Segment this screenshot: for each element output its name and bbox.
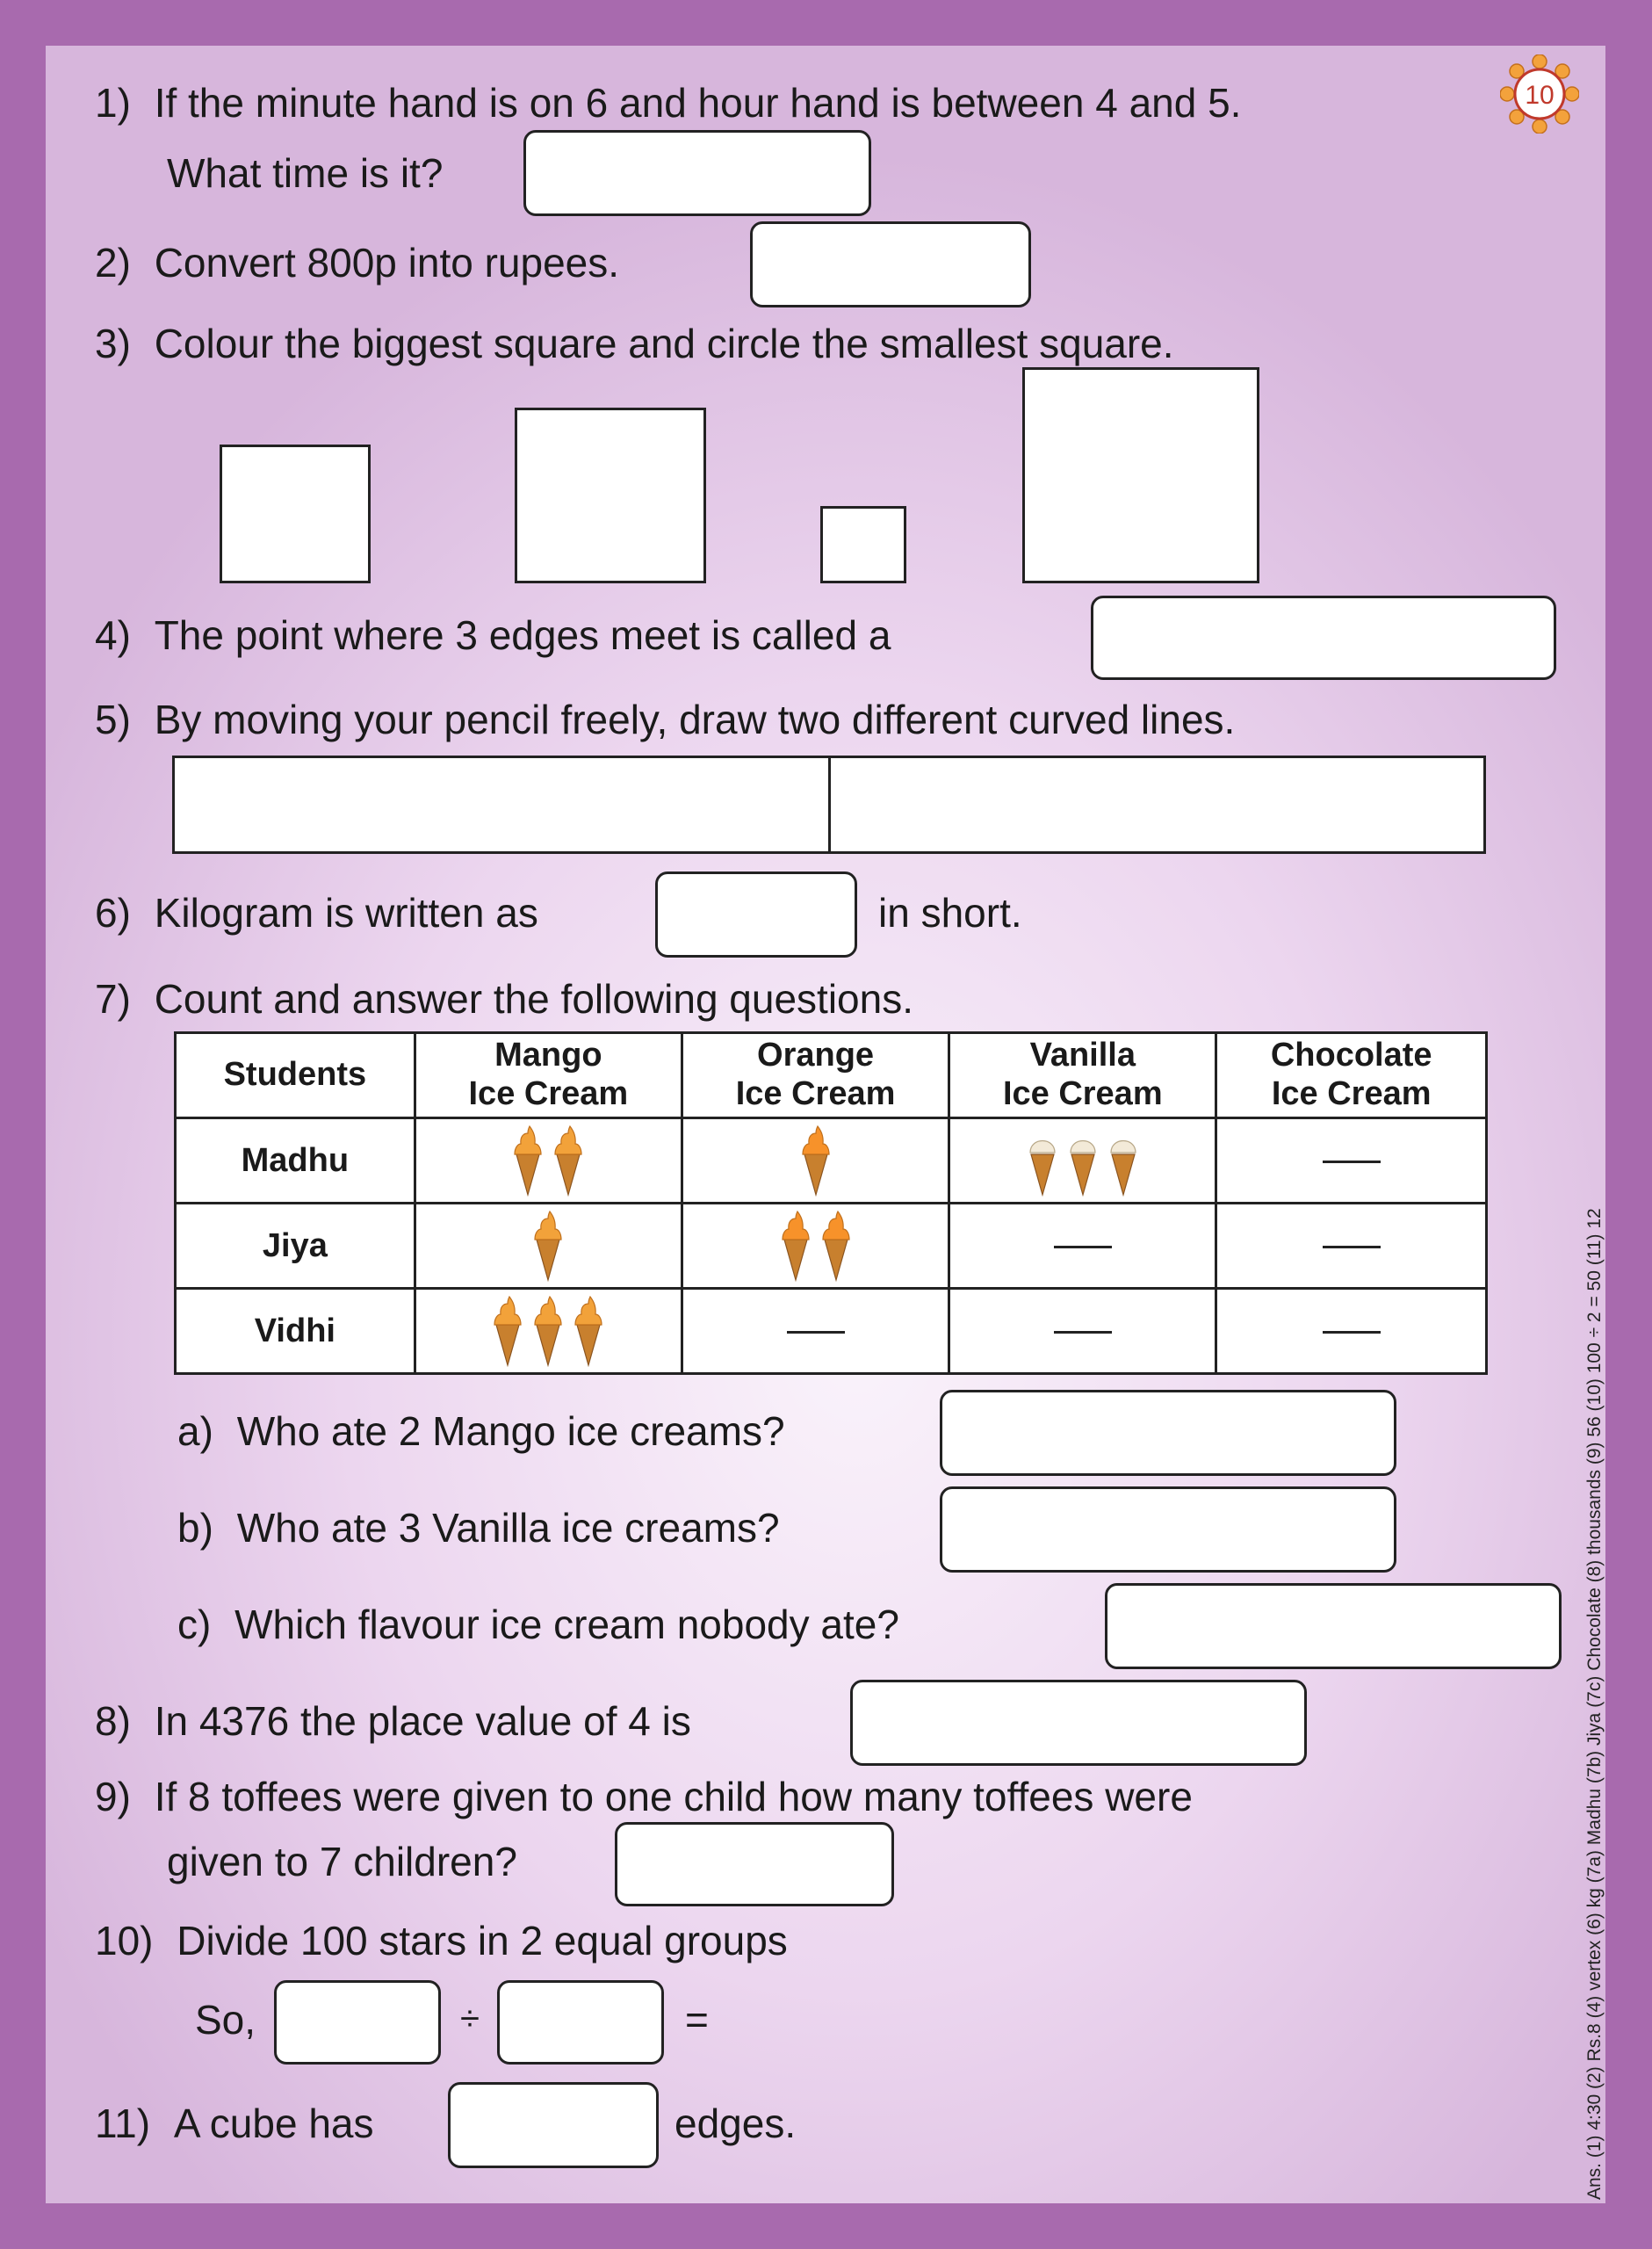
question-text: Colour the biggest square and circle the smallest square. bbox=[154, 321, 1174, 366]
mango-ice-cream-icon bbox=[553, 1124, 583, 1197]
question-6 bbox=[95, 890, 538, 936]
question-number: 11) bbox=[95, 2101, 151, 2146]
question-10 bbox=[95, 1920, 788, 1961]
ice-cream-count-cell bbox=[1216, 1204, 1487, 1289]
answer-box-time[interactable] bbox=[523, 130, 871, 216]
question-3 bbox=[95, 323, 1174, 364]
question-text: Count and answer the following questions. bbox=[154, 976, 914, 1022]
drawing-box-1[interactable] bbox=[175, 758, 828, 851]
worksheet-page bbox=[46, 46, 1605, 2203]
answer-box-kilogram[interactable] bbox=[655, 871, 857, 958]
equals-sign: = bbox=[685, 1997, 709, 2043]
table-row bbox=[176, 1289, 1487, 1374]
sub-question-label: c) bbox=[177, 1602, 212, 1647]
question-text: A cube has bbox=[173, 2101, 374, 2146]
question-number: 3) bbox=[95, 321, 131, 366]
orange-ice-cream-icon bbox=[801, 1124, 831, 1197]
sub-question-label: b) bbox=[177, 1505, 213, 1551]
sub-question-text: Who ate 3 Vanilla ice creams? bbox=[236, 1505, 780, 1551]
none-dash bbox=[1323, 1331, 1381, 1334]
question-number: 1) bbox=[95, 80, 131, 126]
vanilla-ice-cream-icon bbox=[1068, 1124, 1098, 1197]
ice-cream-count-cell bbox=[949, 1289, 1216, 1374]
answer-box-divisor[interactable] bbox=[497, 1980, 664, 2065]
question-number: 5) bbox=[95, 697, 131, 742]
question-11-after: edges. bbox=[675, 2101, 797, 2146]
question-7 bbox=[95, 976, 914, 1022]
ice-cream-count-cell bbox=[949, 1204, 1216, 1289]
table-row bbox=[176, 1204, 1487, 1289]
question-4 bbox=[95, 612, 891, 658]
question-number: 9) bbox=[95, 1774, 131, 1819]
answer-key: Ans. (1) 4:30 (2) Rs.8 (4) vertex (6) kg (7a) Madhu (7b) Jiya (7c) Chocolate (8) thousands (9) 56 (10) 100 ÷ 2 = 50 (11) 12 bbox=[1584, 1208, 1605, 2200]
table-header-0: Students bbox=[176, 1033, 415, 1118]
none-dash bbox=[1323, 1161, 1381, 1163]
question-7c bbox=[177, 1604, 899, 1645]
none-dash bbox=[1054, 1246, 1112, 1248]
ice-cream-count-cell bbox=[1216, 1289, 1487, 1374]
none-dash bbox=[787, 1331, 845, 1334]
answer-box-edges[interactable] bbox=[448, 2082, 659, 2168]
badge-number: 10 bbox=[1525, 81, 1555, 110]
answer-box-7c[interactable] bbox=[1105, 1583, 1562, 1669]
ice-cream-count-cell bbox=[415, 1204, 682, 1289]
square-smallest[interactable] bbox=[820, 506, 906, 583]
question-number: 10) bbox=[95, 1918, 154, 1963]
ice-cream-count-cell bbox=[682, 1289, 949, 1374]
table-header-2: Orange Ice Cream bbox=[682, 1033, 949, 1118]
answer-box-toffees[interactable] bbox=[615, 1822, 894, 1906]
answer-box-7a[interactable] bbox=[940, 1390, 1396, 1476]
mango-ice-cream-icon bbox=[493, 1295, 523, 1367]
ice-cream-count-cell bbox=[415, 1289, 682, 1374]
question-9 bbox=[95, 1776, 1193, 1817]
question-9-line-2: given to 7 children? bbox=[167, 1839, 517, 1884]
answer-box-rupees[interactable] bbox=[750, 221, 1031, 307]
ice-cream-count-cell bbox=[682, 1204, 949, 1289]
mango-ice-cream-icon bbox=[533, 1210, 563, 1282]
question-2 bbox=[95, 240, 620, 286]
question-number: 7) bbox=[95, 976, 131, 1022]
student-name: Jiya bbox=[176, 1204, 415, 1289]
question-number: 6) bbox=[95, 890, 131, 936]
question-11 bbox=[95, 2103, 373, 2144]
question-text: The point where 3 edges meet is called a bbox=[154, 612, 891, 658]
question-number: 8) bbox=[95, 1698, 131, 1744]
question-text: In 4376 the place value of 4 is bbox=[154, 1698, 691, 1744]
ice-cream-count-cell bbox=[415, 1118, 682, 1204]
question-number: 2) bbox=[95, 240, 131, 286]
curved-lines-drawing-area bbox=[172, 756, 1486, 854]
question-1 bbox=[95, 80, 1242, 126]
question-text: Convert 800p into rupees. bbox=[154, 240, 620, 286]
question-6-after: in short. bbox=[878, 890, 1022, 936]
question-7b bbox=[177, 1505, 780, 1551]
vanilla-ice-cream-icon bbox=[1028, 1124, 1057, 1197]
question-8 bbox=[95, 1698, 691, 1744]
divide-sign: ÷ bbox=[460, 2000, 480, 2038]
square-medium-small[interactable] bbox=[220, 445, 371, 583]
sub-question-text: Who ate 2 Mango ice creams? bbox=[236, 1408, 785, 1454]
ice-cream-count-cell bbox=[1216, 1118, 1487, 1204]
mango-ice-cream-icon bbox=[513, 1124, 543, 1197]
ice-cream-count-cell bbox=[949, 1118, 1216, 1204]
question-text: By moving your pencil freely, draw two different curved lines. bbox=[154, 697, 1236, 742]
question-7a bbox=[177, 1408, 785, 1454]
mango-ice-cream-icon bbox=[533, 1295, 563, 1367]
table-header-4: Chocolate Ice Cream bbox=[1216, 1033, 1487, 1118]
student-name: Vidhi bbox=[176, 1289, 415, 1374]
question-1-line-2: What time is it? bbox=[167, 150, 444, 196]
none-dash bbox=[1323, 1246, 1381, 1248]
question-text: If 8 toffees were given to one child how many toffees were bbox=[154, 1774, 1193, 1819]
mango-ice-cream-icon bbox=[574, 1295, 603, 1367]
ice-cream-count-cell bbox=[682, 1118, 949, 1204]
page-number-badge bbox=[1500, 54, 1579, 134]
so-label: So, bbox=[195, 1997, 256, 2043]
table-header-row bbox=[176, 1033, 1487, 1118]
none-dash bbox=[1054, 1331, 1112, 1334]
question-5 bbox=[95, 699, 1235, 740]
sub-question-label: a) bbox=[177, 1408, 213, 1454]
answer-box-vertex[interactable] bbox=[1091, 596, 1556, 680]
question-number: 4) bbox=[95, 612, 131, 658]
orange-ice-cream-icon bbox=[781, 1210, 811, 1282]
answer-box-7b[interactable] bbox=[940, 1486, 1396, 1573]
answer-box-place-value[interactable] bbox=[850, 1680, 1307, 1766]
ice-cream-table bbox=[174, 1031, 1488, 1375]
orange-ice-cream-icon bbox=[821, 1210, 851, 1282]
answer-box-dividend[interactable] bbox=[274, 1980, 441, 2065]
question-text: If the minute hand is on 6 and hour hand is between 4 and 5. bbox=[154, 80, 1242, 126]
question-text: Kilogram is written as bbox=[154, 890, 538, 936]
table-row bbox=[176, 1118, 1487, 1204]
table-header-3: Vanilla Ice Cream bbox=[949, 1033, 1216, 1118]
question-text: Divide 100 stars in 2 equal groups bbox=[177, 1918, 788, 1963]
sub-question-text: Which flavour ice cream nobody ate? bbox=[234, 1602, 899, 1647]
square-biggest[interactable] bbox=[1022, 367, 1259, 583]
table-header-1: Mango Ice Cream bbox=[415, 1033, 682, 1118]
student-name: Madhu bbox=[176, 1118, 415, 1204]
vanilla-ice-cream-icon bbox=[1108, 1124, 1138, 1197]
drawing-box-2[interactable] bbox=[828, 758, 1484, 851]
square-medium-large[interactable] bbox=[515, 408, 706, 583]
